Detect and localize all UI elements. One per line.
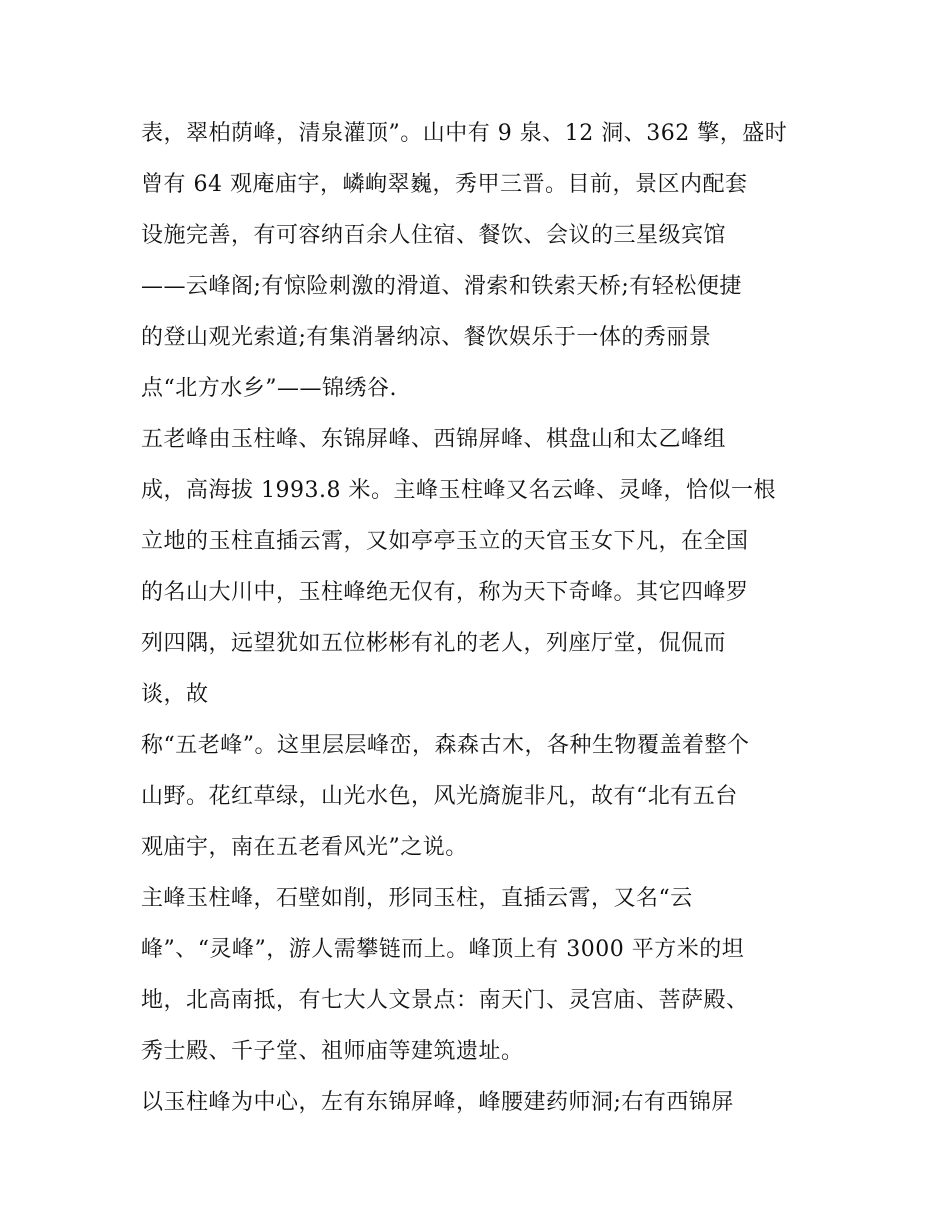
text-line: 的登山观光索道;有集消暑纳凉、餐饮娱乐于一体的秀丽景 <box>141 325 712 350</box>
document-body <box>141 108 816 1128</box>
text-line: 峰”、“灵峰”，游人需攀链而上。峰顶上有 3000 平方米的坦 <box>141 937 745 962</box>
text-line: 成，高海拔 1993.8 米。主峰玉柱峰又名云峰、灵峰，恰似一根 <box>141 478 776 503</box>
text-line: 表，翠柏荫峰，清泉灌顶”。山中有 9 泉、12 洞、362 擎，盛时 <box>141 121 788 146</box>
text-line: 立地的玉柱直插云霄，又如亭亭玉立的天官玉女下凡，在全国 <box>141 529 749 554</box>
text-line: 以玉柱峰为中心，左有东锦屏峰，峰腰建药师洞;右有西锦屏 <box>141 1090 734 1115</box>
text-line: 点“北方水乡”——锦绣谷. <box>141 376 397 401</box>
text-line: 观庙宇，南在五老看风光”之说。 <box>141 835 468 860</box>
text-line: ——云峰阁;有惊险刺激的滑道、滑索和铁索天桥;有轻松便捷 <box>141 274 742 299</box>
text-line: 的名山大川中，玉柱峰绝无仅有，称为天下奇峰。其它四峰罗 <box>141 580 749 605</box>
text-line: 山野。花红草绿，山光水色，风光旖旎非凡，故有“北有五台 <box>141 784 738 809</box>
text-line: 主峰玉柱峰，石壁如削，形同玉柱，直插云霄，又名“云 <box>141 886 693 911</box>
text-line: 地，北高南抵，有七大人文景点：南天门、灵宫庙、菩萨殿、 <box>141 988 749 1013</box>
text-line: 五老峰由玉柱峰、东锦屏峰、西锦屏峰、棋盘山和太乙峰组 <box>141 427 727 452</box>
text-line: 谈，故 <box>141 682 209 707</box>
text-line: 称“五老峰”。这里层层峰峦，森森古木，各种生物覆盖着整个 <box>141 733 750 758</box>
text-line: 秀士殿、千子堂、祖师庙等建筑遗址。 <box>141 1039 524 1064</box>
text-line: 曾有 64 观庵庙宇，嶙峋翠巍，秀甲三晋。目前，景区内配套 <box>141 172 748 197</box>
text-line: 设施完善，有可容纳百余人住宿、餐饮、会议的三星级宾馆 <box>141 223 727 248</box>
text-line: 列四隅，远望犹如五位彬彬有礼的老人，列座厅堂，侃侃而 <box>141 631 727 656</box>
